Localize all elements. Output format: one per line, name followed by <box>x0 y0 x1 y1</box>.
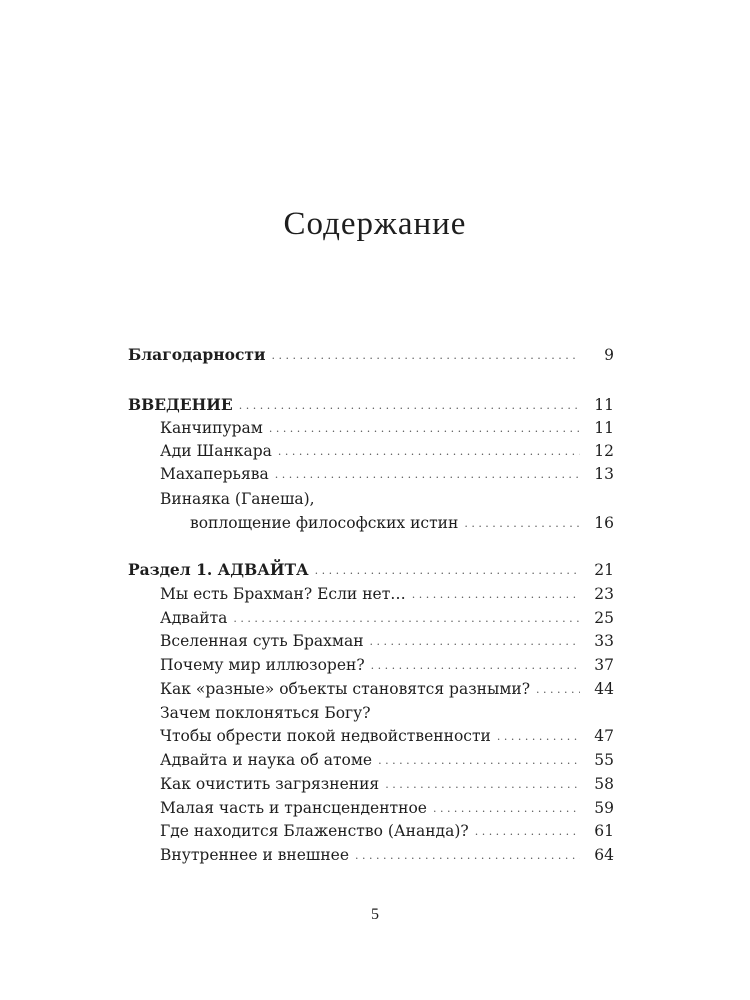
toc-entry-label: Малая часть и трансцендентное <box>160 799 427 817</box>
dot-leader <box>378 749 580 773</box>
toc-entry-page: 16 <box>594 514 614 532</box>
toc-entry-label: Почему мир иллюзорен? <box>160 656 365 674</box>
dot-leader <box>475 820 580 844</box>
toc-entry-label: Где находится Блаженство (Ананда)? <box>160 822 469 840</box>
toc-entry-mahaperiyava[interactable] <box>128 462 614 486</box>
toc-entry-page: 25 <box>594 609 614 627</box>
dot-leader <box>371 654 580 678</box>
toc-entry-advaita[interactable] <box>128 606 614 630</box>
toc-entry-small-part[interactable] <box>128 796 614 820</box>
toc-entry-page: 33 <box>594 632 614 650</box>
toc-entry-page: 59 <box>594 799 614 817</box>
toc-entry-label: Адвайта и наука об атоме <box>160 751 373 769</box>
toc-entry-advaita-atom[interactable] <box>128 748 614 772</box>
toc-entry-why-worship[interactable] <box>128 701 614 725</box>
dot-leader <box>278 440 580 464</box>
toc-entry-page: 12 <box>594 442 614 460</box>
toc-entry-page: 11 <box>594 396 614 414</box>
toc-entry-label: Вселенная суть Брахман <box>160 632 364 650</box>
dot-leader <box>412 583 580 607</box>
dot-leader <box>269 417 580 441</box>
toc-entry-label: воплощение философских истин <box>190 514 459 532</box>
toc-entry-label: ВВЕДЕНИЕ <box>128 395 233 414</box>
toc-entry-page: 23 <box>594 585 614 603</box>
toc-entry-kanchipuram[interactable] <box>128 416 614 440</box>
toc-entry-page: 9 <box>604 346 614 364</box>
toc-entry-label: Адвайта <box>160 609 228 627</box>
dot-leader <box>497 725 580 749</box>
dot-leader <box>355 844 580 868</box>
dot-leader <box>272 344 581 368</box>
toc-entry-page: 13 <box>594 465 614 483</box>
dot-leader <box>315 559 580 583</box>
toc-entry-label: Ади Шанкара <box>160 442 272 460</box>
dot-leader <box>464 512 580 536</box>
toc-entry-label: Чтобы обрести покой недвойственности <box>160 727 491 745</box>
page-number: 5 <box>371 906 379 923</box>
dot-leader <box>385 773 580 797</box>
toc-entry-world-illusory[interactable] <box>128 653 614 677</box>
toc-entry-label: Мы есть Брахман? Если нет… <box>160 585 406 603</box>
toc-entry-inner-outer[interactable] <box>128 843 614 867</box>
toc-entry-universe-brahman[interactable] <box>128 629 614 653</box>
toc-entry-vinayaka[interactable] <box>128 487 614 511</box>
dot-leader <box>233 607 580 631</box>
page-title: Содержание <box>283 206 467 242</box>
toc-entry-page: 55 <box>594 751 614 769</box>
toc-entry-label: Зачем поклоняться Богу? <box>160 704 371 722</box>
toc-entry-introduction[interactable] <box>128 393 614 417</box>
toc-entry-page: 58 <box>594 775 614 793</box>
toc-entry-label: Внутреннее и внешнее <box>160 846 350 864</box>
toc-entry-page: 11 <box>594 419 614 437</box>
toc-entry-label: Канчипурам <box>160 419 263 437</box>
toc-entry-label: Как «разные» объекты становятся разными? <box>160 680 531 698</box>
toc-entry-label: Раздел 1. АДВАЙТА <box>128 560 309 579</box>
toc-entry-page: 64 <box>594 846 614 864</box>
toc-entry-section-advaita[interactable] <box>128 558 614 582</box>
toc-entry-page: 37 <box>594 656 614 674</box>
dot-leader <box>275 463 580 487</box>
toc-entry-label: Винаяка (Ганеша), <box>160 490 315 508</box>
toc-entry-adi-shankara[interactable] <box>128 439 614 463</box>
toc-entry-different-objects[interactable] <box>128 677 614 701</box>
dot-leader <box>433 797 580 821</box>
toc-entry-why-worship-continued[interactable] <box>128 724 614 748</box>
toc-entry-where-bliss[interactable] <box>128 819 614 843</box>
dot-leader <box>370 630 580 654</box>
toc-entry-label: Как очистить загрязнения <box>160 775 380 793</box>
toc-entry-page: 44 <box>594 680 614 698</box>
dot-leader <box>536 678 580 702</box>
toc-entry-page: 21 <box>594 561 614 579</box>
toc-entry-cleanse-impurities[interactable] <box>128 772 614 796</box>
toc-entry-page: 61 <box>594 822 614 840</box>
toc-entry-page: 47 <box>594 727 614 745</box>
toc-entry-acknowledgements[interactable] <box>128 343 614 367</box>
toc-entry-are-we-brahman[interactable] <box>128 582 614 606</box>
toc-entry-label: Махаперьява <box>160 465 269 483</box>
toc-entry-label: Благодарности <box>128 345 266 364</box>
dot-leader <box>239 394 580 418</box>
toc-entry-vinayaka-continued[interactable] <box>128 511 614 535</box>
